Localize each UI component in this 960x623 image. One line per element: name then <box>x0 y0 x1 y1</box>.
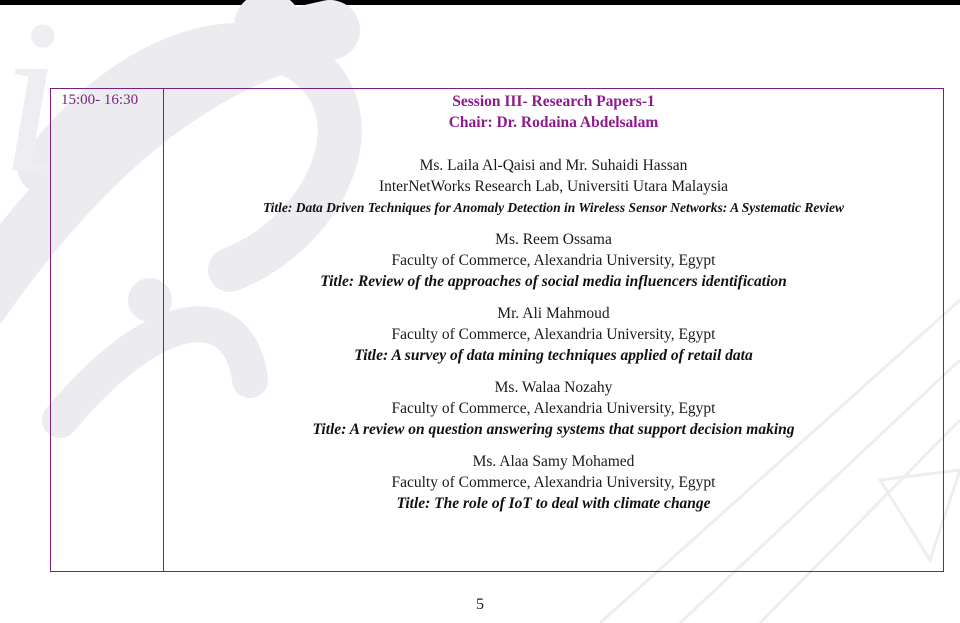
paper-affiliation: Faculty of Commerce, Alexandria University, Egypt <box>391 400 716 417</box>
paper-title: Title: Review of the approaches of social media influencers identification <box>320 273 787 290</box>
svg-text:i: i <box>0 0 62 218</box>
paper-authors: Ms. Laila Al-Qaisi and Mr. Suhaidi Hassan <box>419 157 688 174</box>
page-number: 5 <box>476 596 484 613</box>
session-details <box>164 89 943 571</box>
paper-authors: Ms. Reem Ossama <box>495 231 612 248</box>
paper-entry <box>164 377 943 440</box>
paper-entry <box>164 451 943 514</box>
paper-affiliation: Faculty of Commerce, Alexandria University, Egypt <box>391 252 716 269</box>
paper-authors: Ms. Alaa Samy Mohamed <box>472 453 635 470</box>
paper-entry <box>164 229 943 292</box>
paper-affiliation: Faculty of Commerce, Alexandria University, Egypt <box>391 326 716 343</box>
paper-authors: Ms. Walaa Nozahy <box>494 379 613 396</box>
paper-title: Title: The role of IoT to deal with climate change <box>396 495 711 512</box>
paper-title: Title: A survey of data mining techniques applied of retail data <box>354 347 753 364</box>
paper-title: Title: A review on question answering systems that support decision making <box>312 421 795 438</box>
top-bar <box>0 0 960 5</box>
paper-entry <box>164 303 943 366</box>
session-time: 15:00- 16:30 <box>51 89 164 571</box>
paper-entry <box>164 155 943 218</box>
paper-affiliation: InterNetWorks Research Lab, Universiti Utara Malaysia <box>378 178 729 195</box>
paper-list <box>164 155 943 514</box>
session-chair: Chair: Dr. Rodaina Abdelsalam <box>448 114 659 131</box>
paper-affiliation: Faculty of Commerce, Alexandria University, Egypt <box>391 474 716 491</box>
session-title: Session III- Research Papers-1 <box>452 93 655 110</box>
session-table <box>50 88 944 572</box>
paper-authors: Mr. Ali Mahmoud <box>497 305 610 322</box>
paper-title: Title: Data Driven Techniques for Anomaly Detection in Wireless Sensor Networks: A Systematic Review <box>262 200 845 215</box>
